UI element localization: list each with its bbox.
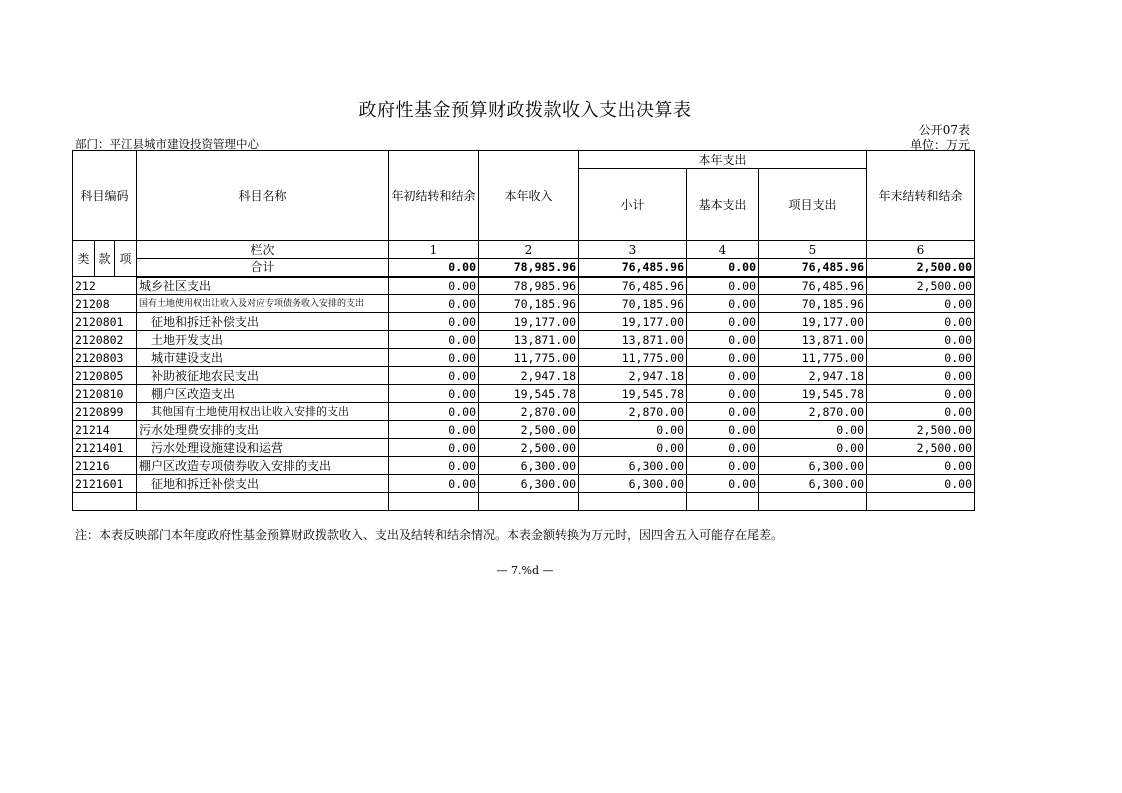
row-project: 2,870.00 [759, 403, 867, 421]
total-label: 合计 [137, 259, 389, 277]
row-project: 19,177.00 [759, 313, 867, 331]
report-title: 政府性基金预算财政拨款收入支出决算表 [358, 100, 692, 121]
row-basic: 0.00 [687, 457, 759, 475]
row-subtotal: 11,775.00 [579, 349, 687, 367]
row-begin: 0.00 [389, 403, 479, 421]
form-number: 公开07表 [918, 123, 970, 137]
total-subtotal: 76,485.96 [579, 259, 687, 277]
row-end: 0.00 [867, 331, 975, 349]
header-lei: 类 [73, 241, 95, 277]
table-row [73, 367, 975, 385]
row-income: 6,300.00 [479, 475, 579, 493]
header-xiang: 项 [115, 241, 137, 277]
table-row [73, 331, 975, 349]
page-number: — 7.%d — [496, 564, 554, 577]
row-code: 2121601 [73, 475, 137, 493]
row-end: 0.00 [867, 367, 975, 385]
row-income: 13,871.00 [479, 331, 579, 349]
row-begin: 0.00 [389, 421, 479, 439]
row-begin: 0.00 [389, 331, 479, 349]
row-project: 6,300.00 [759, 475, 867, 493]
table-row [73, 313, 975, 331]
header-begin-balance: 年初结转和结余 [389, 151, 479, 241]
row-subtotal: 70,185.96 [579, 295, 687, 313]
row-income: 2,870.00 [479, 403, 579, 421]
table-row [73, 295, 975, 313]
row-begin: 0.00 [389, 277, 479, 295]
row-subtotal: 2,947.18 [579, 367, 687, 385]
row-end: 2,500.00 [867, 439, 975, 457]
row-income: 70,185.96 [479, 295, 579, 313]
header-project: 项目支出 [759, 169, 867, 241]
row-name: 棚户区改造专项债券收入安排的支出 [137, 457, 389, 475]
row-code: 2120802 [73, 331, 137, 349]
row-income: 2,500.00 [479, 439, 579, 457]
row-name: 征地和拆迁补偿支出 [137, 313, 389, 331]
row-subtotal: 19,177.00 [579, 313, 687, 331]
department-label: 部门：平江县城市建设投资管理中心 [75, 137, 259, 151]
row-basic: 0.00 [687, 421, 759, 439]
column-index-1: 1 [389, 241, 479, 259]
empty-cell [389, 493, 479, 511]
row-subtotal: 2,870.00 [579, 403, 687, 421]
row-begin: 0.00 [389, 457, 479, 475]
row-project: 0.00 [759, 421, 867, 439]
row-subtotal: 76,485.96 [579, 277, 687, 295]
row-name: 土地开发支出 [137, 331, 389, 349]
row-income: 6,300.00 [479, 457, 579, 475]
row-basic: 0.00 [687, 295, 759, 313]
column-index-2: 2 [479, 241, 579, 259]
row-basic: 0.00 [687, 439, 759, 457]
row-basic: 0.00 [687, 277, 759, 295]
total-project: 76,485.96 [759, 259, 867, 277]
row-subtotal: 6,300.00 [579, 475, 687, 493]
unit-label: 单位：万元 [909, 138, 970, 152]
row-subtotal: 0.00 [579, 421, 687, 439]
table-row [73, 457, 975, 475]
row-end: 2,500.00 [867, 277, 975, 295]
row-begin: 0.00 [389, 295, 479, 313]
column-index-4: 4 [687, 241, 759, 259]
row-name: 其他国有土地使用权出让收入安排的支出 [137, 403, 389, 421]
header-income: 本年收入 [479, 151, 579, 241]
column-index-3: 3 [579, 241, 687, 259]
row-project: 11,775.00 [759, 349, 867, 367]
row-code: 2120899 [73, 403, 137, 421]
row-code: 2120810 [73, 385, 137, 403]
total-income: 78,985.96 [479, 259, 579, 277]
table-row-empty [73, 493, 975, 511]
row-income: 78,985.96 [479, 277, 579, 295]
row-begin: 0.00 [389, 439, 479, 457]
table-row [73, 439, 975, 457]
row-code: 21214 [73, 421, 137, 439]
row-project: 6,300.00 [759, 457, 867, 475]
row-name: 征地和拆迁补偿支出 [137, 475, 389, 493]
row-code: 212 [73, 277, 137, 295]
table-row [73, 385, 975, 403]
row-code: 2120803 [73, 349, 137, 367]
row-project: 0.00 [759, 439, 867, 457]
column-index-5: 5 [759, 241, 867, 259]
table-row [73, 421, 975, 439]
row-project: 13,871.00 [759, 331, 867, 349]
row-subtotal: 6,300.00 [579, 457, 687, 475]
fund-budget-table [72, 150, 975, 511]
empty-cell [479, 493, 579, 511]
row-project: 76,485.96 [759, 277, 867, 295]
row-name: 污水处理设施建设和运营 [137, 439, 389, 457]
total-basic: 0.00 [687, 259, 759, 277]
row-name: 补助被征地农民支出 [137, 367, 389, 385]
row-code: 21208 [73, 295, 137, 313]
row-begin: 0.00 [389, 367, 479, 385]
empty-cell [687, 493, 759, 511]
header-expense-group: 本年支出 [579, 151, 867, 169]
row-basic: 0.00 [687, 349, 759, 367]
column-index-label: 栏次 [137, 241, 389, 259]
row-end: 0.00 [867, 295, 975, 313]
row-name: 城市建设支出 [137, 349, 389, 367]
row-basic: 0.00 [687, 331, 759, 349]
total-begin: 0.00 [389, 259, 479, 277]
column-index-6: 6 [867, 241, 975, 259]
header-basic: 基本支出 [687, 169, 759, 241]
row-begin: 0.00 [389, 385, 479, 403]
total-row [73, 259, 975, 277]
row-basic: 0.00 [687, 313, 759, 331]
row-end: 0.00 [867, 313, 975, 331]
header-subtotal: 小计 [579, 169, 687, 241]
row-code: 21216 [73, 457, 137, 475]
row-end: 0.00 [867, 385, 975, 403]
row-basic: 0.00 [687, 403, 759, 421]
row-project: 19,545.78 [759, 385, 867, 403]
empty-cell [137, 493, 389, 511]
row-project: 2,947.18 [759, 367, 867, 385]
row-name: 国有土地使用权出让收入及对应专项债务收入安排的支出 [137, 295, 389, 313]
footnote: 注：本表反映部门本年度政府性基金预算财政拨款收入、支出及结转和结余情况。本表金额转换为万元时，因四舍五入可能存在尾差。 [75, 528, 784, 542]
row-end: 0.00 [867, 349, 975, 367]
row-basic: 0.00 [687, 385, 759, 403]
empty-cell [867, 493, 975, 511]
row-code: 2121401 [73, 439, 137, 457]
header-kuan: 款 [95, 241, 115, 277]
header-end-balance: 年末结转和结余 [867, 151, 975, 241]
header-name: 科目名称 [137, 151, 389, 241]
row-name: 污水处理费安排的支出 [137, 421, 389, 439]
table-row [73, 475, 975, 493]
row-code: 2120805 [73, 367, 137, 385]
row-subtotal: 0.00 [579, 439, 687, 457]
row-end: 0.00 [867, 457, 975, 475]
row-income: 11,775.00 [479, 349, 579, 367]
row-income: 2,947.18 [479, 367, 579, 385]
row-name: 城乡社区支出 [137, 277, 389, 295]
empty-cell [579, 493, 687, 511]
table-row [73, 349, 975, 367]
row-begin: 0.00 [389, 313, 479, 331]
row-income: 19,545.78 [479, 385, 579, 403]
empty-cell [73, 493, 137, 511]
total-end: 2,500.00 [867, 259, 975, 277]
row-basic: 0.00 [687, 367, 759, 385]
empty-cell [759, 493, 867, 511]
table-row [73, 277, 975, 295]
row-begin: 0.00 [389, 349, 479, 367]
row-subtotal: 19,545.78 [579, 385, 687, 403]
row-end: 2,500.00 [867, 421, 975, 439]
row-end: 0.00 [867, 403, 975, 421]
row-name: 棚户区改造支出 [137, 385, 389, 403]
row-begin: 0.00 [389, 475, 479, 493]
row-end: 0.00 [867, 475, 975, 493]
table-row [73, 403, 975, 421]
row-income: 2,500.00 [479, 421, 579, 439]
row-income: 19,177.00 [479, 313, 579, 331]
row-basic: 0.00 [687, 475, 759, 493]
row-project: 70,185.96 [759, 295, 867, 313]
row-code: 2120801 [73, 313, 137, 331]
header-code: 科目编码 [73, 151, 137, 241]
row-subtotal: 13,871.00 [579, 331, 687, 349]
